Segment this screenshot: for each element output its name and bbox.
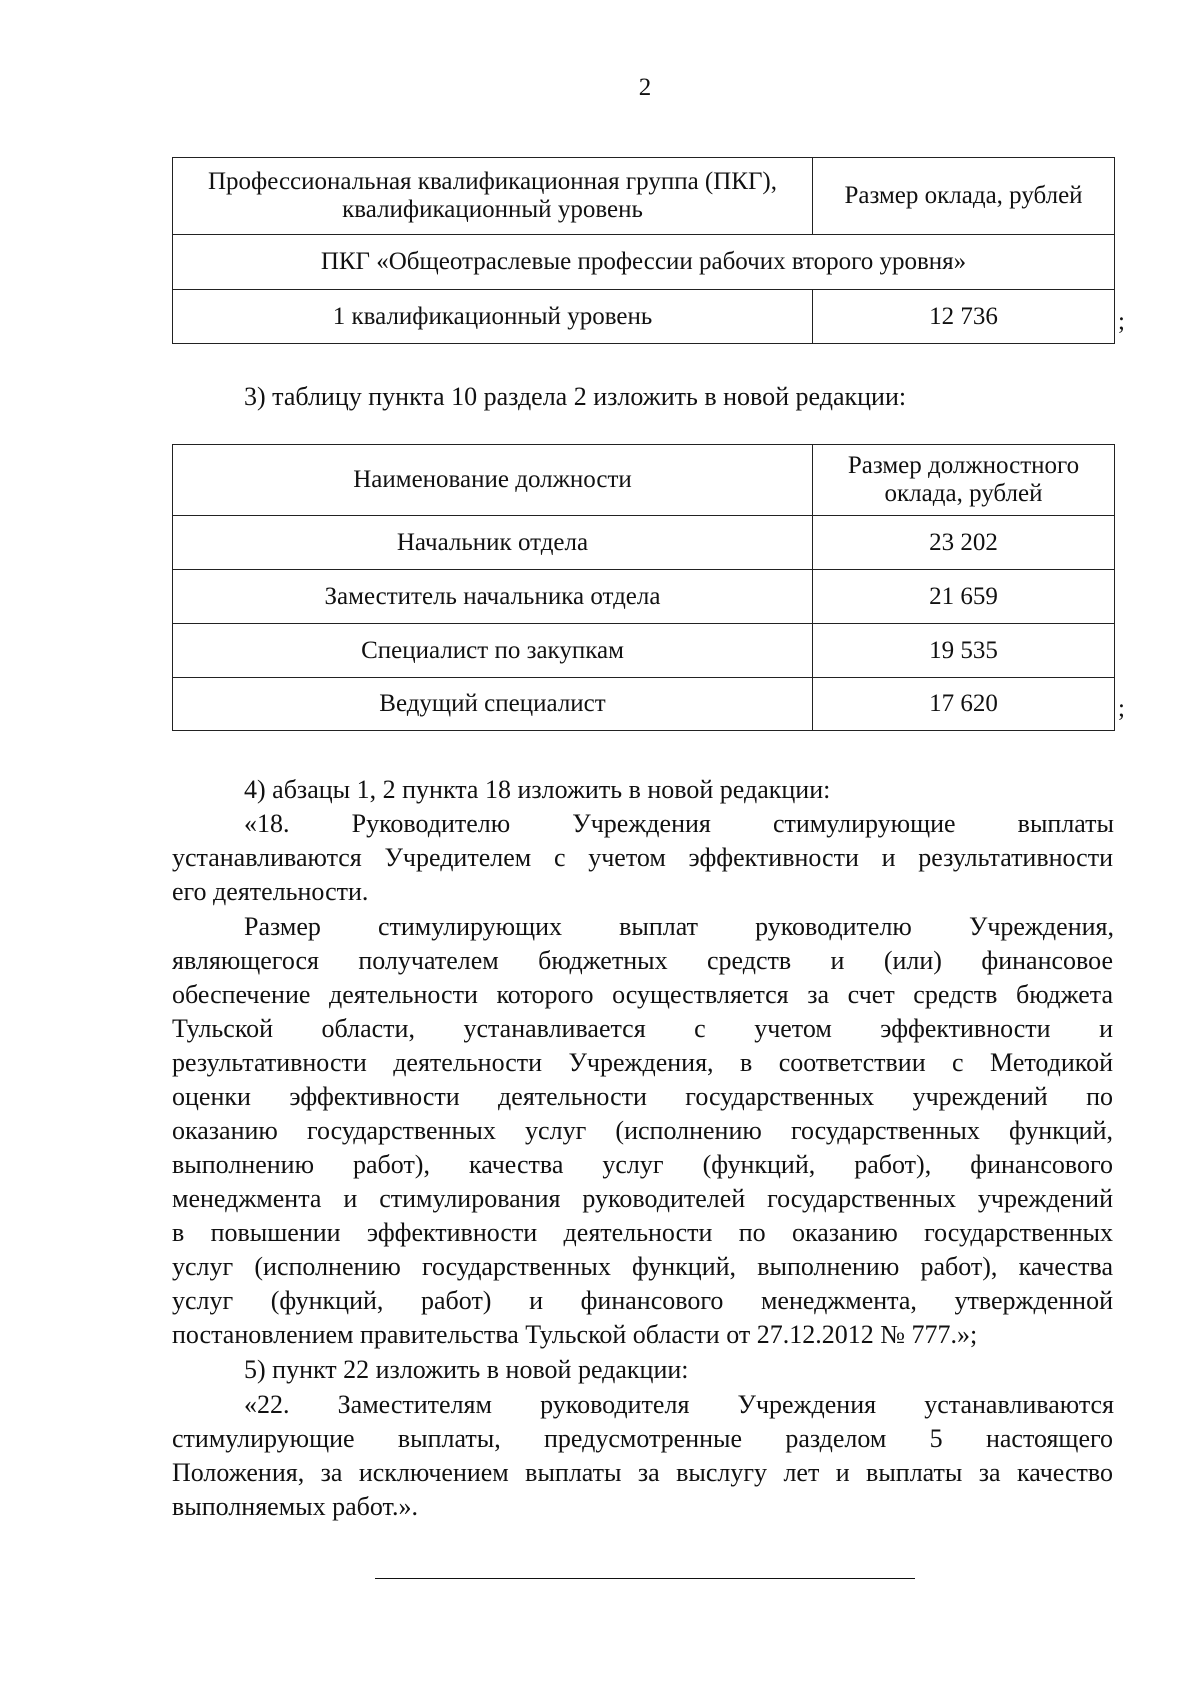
text-line: являющегося получателем бюджетных средств и (или) финансовое [172,946,1113,975]
text-line: оказанию государственных услуг (исполнению государственных функций, [172,1116,1113,1145]
header-cell: Профессиональная квалификационная группа (ПКГ), квалификационный уровень [173,158,813,235]
text-line: устанавливаются Учредителем с учетом эффективности и результативности [172,843,1113,872]
text-line: услуг (функций, работ) и финансового менеджмента, утвержденной [172,1286,1113,1315]
table-header-row [173,445,1115,516]
item-4: 4) абзацы 1, 2 пункта 18 изложить в новой редакции: [244,775,831,804]
salary-cell: 21 659 [813,570,1115,624]
closing-rule [375,1578,915,1579]
header-cell: Размер должностного оклада, рублей [813,445,1115,516]
text-line: постановлением правительства Тульской области от 27.12.2012 № 777.»; [172,1320,978,1349]
text-line: выполнению работ), качества услуг (функций, работ), финансового [172,1150,1113,1179]
text-line: Размер стимулирующих выплат руководителю Учреждения, [244,912,1114,941]
item-5: 5) пункт 22 изложить в новой редакции: [244,1355,689,1384]
salary-cell: 19 535 [813,624,1115,678]
table-terminator: ; [1118,695,1125,722]
salary-table-pkg [172,157,1115,344]
position-cell: Ведущий специалист [173,678,813,731]
table-row [173,678,1115,731]
text-line: стимулирующие выплаты, предусмотренные разделом 5 настоящего [172,1424,1113,1453]
table-row [173,290,1115,344]
text-line: услуг (исполнению государственных функций, выполнению работ), качества [172,1252,1113,1281]
text-line: Тульской области, устанавливается с учетом эффективности и [172,1014,1113,1043]
level-cell: 1 квалификационный уровень [173,290,813,344]
table-terminator: ; [1118,308,1125,335]
text-line: Положения, за исключением выплаты за выслугу лет и выплаты за качество [172,1458,1113,1487]
text-line: в повышении эффективности деятельности по оказанию государственных [172,1218,1113,1247]
header-cell: Наименование должности [173,445,813,516]
salary-table-positions [172,444,1115,731]
page-number: 2 [638,74,652,101]
text-line: «22. Заместителям руководителя Учреждения устанавливаются [244,1390,1114,1419]
item-3: 3) таблицу пункта 10 раздела 2 изложить в новой редакции: [244,382,907,411]
text-line: менеджмента и стимулирования руководителей государственных учреждений [172,1184,1113,1213]
table-group-row [173,235,1115,290]
text-line: оценки эффективности деятельности государственных учреждений по [172,1082,1113,1111]
text-line: его деятельности. [172,877,369,906]
text-line: обеспечение деятельности которого осуществляется за счет средств бюджета [172,980,1113,1009]
table-header-row [173,158,1115,235]
header-cell: Размер оклада, рублей [813,158,1115,235]
salary-cell: 17 620 [813,678,1115,731]
text-line: «18. Руководителю Учреждения стимулирующие выплаты [244,809,1114,838]
table-row [173,516,1115,570]
position-cell: Специалист по закупкам [173,624,813,678]
position-cell: Заместитель начальника отдела [173,570,813,624]
text-line: выполняемых работ.». [172,1492,418,1521]
table-row [173,570,1115,624]
salary-cell: 23 202 [813,516,1115,570]
table-row [173,624,1115,678]
group-cell: ПКГ «Общеотраслевые профессии рабочих второго уровня» [173,235,1115,290]
text-line: результативности деятельности Учреждения, в соответствии с Методикой [172,1048,1113,1077]
salary-cell: 12 736 [813,290,1115,344]
position-cell: Начальник отдела [173,516,813,570]
